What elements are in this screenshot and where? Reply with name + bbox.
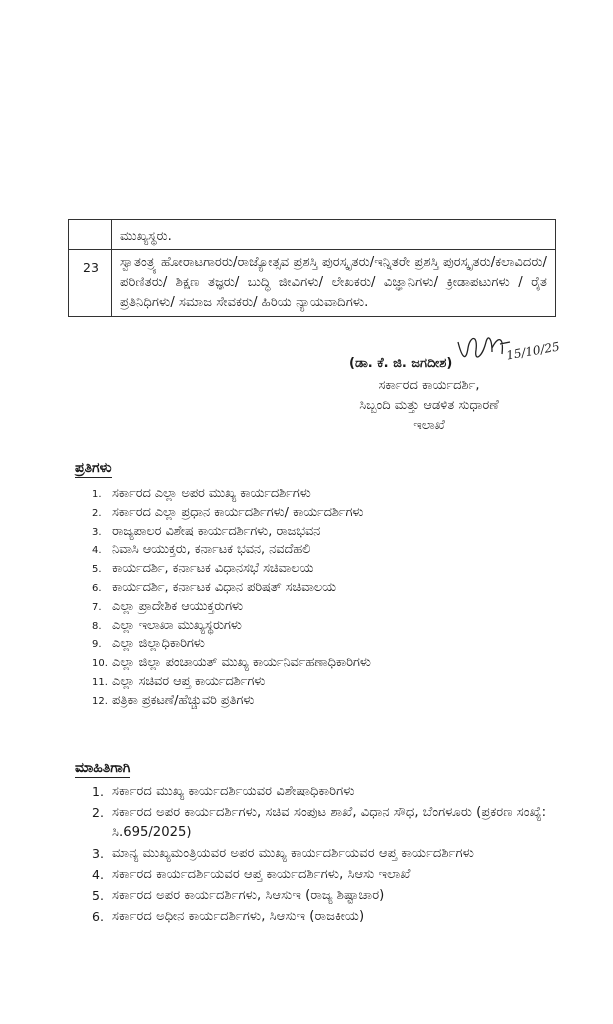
list-item: 11. ಎಲ್ಲಾ ಸಚಿವರ ಆಪ್ತ ಕಾರ್ಯದರ್ಶಿಗಳು [92,673,266,689]
copies-list [92,485,562,711]
signature-date: 15/10/25 [505,339,561,363]
list-item: 2. ಸರ್ಕಾರದ ಅಪರ ಕಾರ್ಯದರ್ಶಿಗಳು, ಸಚಿವ ಸಂಪುಟ ಶಾಖೆ, ವಿಧಾನ ಸೌಧ, ಬೆಂಗಳೂರು (ಪ್ರಕರಣ ಸಂಖ್ಯೆ: ಸಿ.695/2025) [92,805,547,840]
list-item: 8. ಎಲ್ಲಾ ಇಲಾಖಾ ಮುಖ್ಯಸ್ಥರುಗಳು [92,617,242,633]
list-item: 3. ಮಾನ್ಯ ಮುಖ್ಯಮಂತ್ರಿಯವರ ಅಪರ ಮುಖ್ಯ ಕಾರ್ಯದರ್ಶಿಯವರ ಆಪ್ತ ಕಾರ್ಯದರ್ಶಿಗಳು [92,846,474,861]
copies-heading: ಪ್ರತಿಗಳು [75,460,112,476]
list-item: 12. ಪತ್ರಿಕಾ ಪ್ರಕಟಣೆ/ಹೆಚ್ಚುವರಿ ಪ್ರತಿಗಳು [92,692,255,708]
table-cell-text: ಸ್ವಾತಂತ್ರ್ಯ ಹೋರಾಟಗಾರರು/ರಾಜ್ಯೋತ್ಸವ ಪ್ರಶಸ್ತಿ ಪುರಸ್ಕೃತರು/ಇನ್ನಿತರೇ ಪ್ರಶಸ್ತಿ ಪುರಸ್ಕೃತರು/ಕಲಾವಿದರು/ ಪರಿಣಿತರು/ ಶಿಕ್ಷಣ ತಜ್ಞರು/ ಬುದ್ಧಿ ಜೀವಿಗಳು/ ಲೇಖಕರು/ ವಿಜ್ಞಾನಿಗಳು/ ಕ್ರೀಡಾಪಟುಗಳು / ರೈತ ಪ್ರತಿನಿಧಿಗಳು/ ಸಮಾಜ ಸೇವಕರು/ ಹಿರಿಯ ನ್ಯಾಯವಾದಿಗಳು. [112,250,556,317]
list-item: 10. ಎಲ್ಲಾ ಜಿಲ್ಲಾ ಪಂಚಾಯತ್ ಮುಖ್ಯ ಕಾರ್ಯನಿರ್ವಹಣಾಧಿಕಾರಿಗಳು [92,655,371,671]
list-item: 4. ನಿವಾಸಿ ಆಯುಕ್ತರು, ಕರ್ನಾಟಕ ಭವನ, ನವದೆಹಲಿ [92,542,311,558]
list-item: 4. ಸರ್ಕಾರದ ಕಾರ್ಯದರ್ಶಿಯವರ ಆಪ್ತ ಕಾರ್ಯದರ್ಶಿಗಳು, ಸಿಆಸು ಇಲಾಖೆ [92,867,411,882]
list-item: 5. ಸರ್ಕಾರದ ಅಪರ ಕಾರ್ಯದರ್ಶಿಗಳು, ಸಿಆಸುಇ (ರಾಜ್ಯ ಶಿಷ್ಟಾಚಾರ) [92,888,385,903]
signatory-name: (ಡಾ. ಕೆ. ಜಿ. ಜಗದೀಶ) [349,356,453,371]
table-row [69,220,556,250]
list-item: 7. ಎಲ್ಲಾ ಪ್ರಾದೇಶಿಕ ಆಯುಕ್ತರುಗಳು [92,598,244,614]
list-item: 1. ಸರ್ಕಾರದ ಮುಖ್ಯ ಕಾರ್ಯದರ್ಶಿಯವರ ವಿಶೇಷಾಧಿಕಾರಿಗಳು [92,784,355,799]
list-item: 9. ಎಲ್ಲಾ ಜಿಲ್ಲಾಧಿಕಾರಿಗಳು [92,636,205,652]
information-heading: ಮಾಹಿತಿಗಾಗಿ [75,760,131,776]
table-cell-number: 23 [69,250,112,317]
table-row [69,250,556,317]
list-item: 6. ಕಾರ್ಯದರ್ಶಿ, ಕರ್ನಾಟಕ ವಿಧಾನ ಪರಿಷತ್ ಸಚಿವಾಲಯ [92,579,336,595]
information-list [92,782,560,928]
list-item: 2. ಸರ್ಕಾರದ ಎಲ್ಲಾ ಪ್ರಧಾನ ಕಾರ್ಯದರ್ಶಿಗಳು/ ಕಾರ್ಯದರ್ಶಿಗಳು [92,504,364,520]
table-cell-number [69,220,112,250]
schedule-table [68,219,556,317]
table-cell-text: ಮುಖ್ಯಸ್ಥರು. [112,220,556,250]
list-item: 1. ಸರ್ಕಾರದ ಎಲ್ಲಾ ಅಪರ ಮುಖ್ಯ ಕಾರ್ಯದರ್ಶಿಗಳು [92,486,311,501]
signatory-designation: ಸರ್ಕಾರದ ಕಾರ್ಯದರ್ಶಿ, ಸಿಬ್ಬಂದಿ ಮತ್ತು ಆಡಳಿತ ಸುಧಾರಣೆ ಇಲಾಖೆ [359,378,499,433]
list-item: 5. ಕಾರ್ಯದರ್ಶಿ, ಕರ್ನಾಟಕ ವಿಧಾನಸಭೆ ಸಚಿವಾಲಯ [92,561,314,577]
list-item: 3. ರಾಜ್ಯಪಾಲರ ವಿಶೇಷ ಕಾರ್ಯದರ್ಶಿಗಳು, ರಾಜಭವನ [92,523,321,539]
list-item: 6. ಸರ್ಕಾರದ ಅಧೀನ ಕಾರ್ಯದರ್ಶಿಗಳು, ಸಿಆಸುಇ (ರಾಜಕೀಯ) [92,909,365,924]
